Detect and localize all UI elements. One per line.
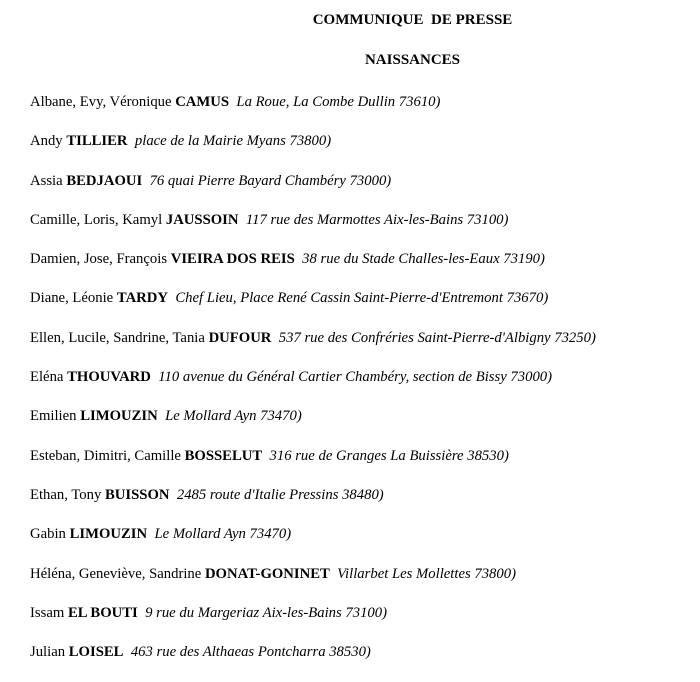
given-names: Ethan, Tony [30,486,105,503]
address: Villarbet Les Mollettes 73800) [337,565,516,582]
surname: DONAT-GONINET [204,565,330,582]
separator [138,605,145,621]
address: 9 rue du Margeriaz Aix-les-Bains 73100) [145,604,387,621]
address: 110 avenue du Général Cartier Chambéry, section de Bissy 73000) [158,369,553,386]
list-item [30,289,700,328]
address: place de la Mairie Myans 73800) [134,133,332,150]
list-item [30,132,700,171]
surname: BEDJAOUI [66,172,143,189]
separator [262,448,269,464]
separator [123,644,130,660]
given-names: Emilien [30,408,81,425]
address: 76 quai Pierre Bayard Chambéry 73000) [149,172,392,189]
surname: EL BOUTI [67,604,138,621]
surname: THOUVARD [67,369,151,386]
given-names: Esteban, Dimitri, Camille [30,447,185,464]
separator [128,133,135,149]
given-names: Ellen, Lucile, Sandrine, Tania [30,329,209,346]
address: 117 rue des Marmottes Aix-les-Bains 73100) [245,211,509,228]
list-item [30,211,700,250]
list-item [30,368,700,407]
separator [158,408,165,424]
address: Le Mollard Ayn 73470) [165,408,302,425]
document-subtitle: NAISSANCES [364,52,461,68]
address: La Roue, La Combe Dullin 73610) [236,94,441,110]
separator [239,212,246,228]
address: 2485 route d'Italie Pressins 38480) [176,486,384,503]
list-item [30,407,700,446]
list-item [30,643,700,682]
given-names: Albane, Evy, Véronique [30,94,176,110]
list-item [30,93,700,132]
address: Chef Lieu, Place René Cassin Saint-Pierre-d'Entremont 73670) [175,290,549,307]
address: Le Mollard Ayn 73470) [154,526,292,543]
given-names: Issam [30,604,68,621]
given-names: Diane, Léonie [30,290,117,307]
given-names: Andy [30,133,67,150]
separator [142,173,149,189]
given-names: Damien, Jose, François [30,251,171,268]
given-names: Héléna, Geneviève, Sandrine [30,565,205,582]
given-names: Camille, Loris, Kamyl [30,211,166,228]
list-item [30,329,700,368]
surname: JAUSSOIN [165,211,239,228]
surname: BUISSON [105,486,170,503]
given-names: Eléna [30,369,68,386]
list-item [30,172,700,211]
address: 316 rue de Granges La Buissière 38530) [269,447,509,464]
address: 463 rue des Althaeas Pontcharra 38530) [130,644,371,661]
surname: DUFOUR [208,329,272,346]
surname: TILLIER [66,133,128,150]
surname: LIMOUZIN [69,526,148,543]
address: 537 rue des Confréries Saint-Pierre-d'Albigny 73250) [278,329,596,346]
given-names: Julian [30,644,69,661]
given-names: Assia [30,172,67,189]
list-item [30,486,700,525]
document-title: COMMUNIQUE DE PRESSE [312,12,513,28]
surname: VIEIRA DOS REIS [170,251,295,268]
surname: CAMUS [175,94,230,110]
list-item [30,604,700,643]
list-item [30,447,700,486]
list-item [30,525,700,564]
given-names: Gabin [30,526,70,543]
address: 38 rue du Stade Challes-les-Eaux 73190) [302,251,545,268]
surname: TARDY [116,290,169,307]
separator [271,330,278,346]
surname: LOISEL [68,644,124,661]
birth-announcements-list [30,93,700,682]
list-item [30,250,700,289]
surname: BOSSELUT [184,447,263,464]
separator [170,487,177,503]
surname: LIMOUZIN [80,408,158,425]
list-item [30,565,700,604]
